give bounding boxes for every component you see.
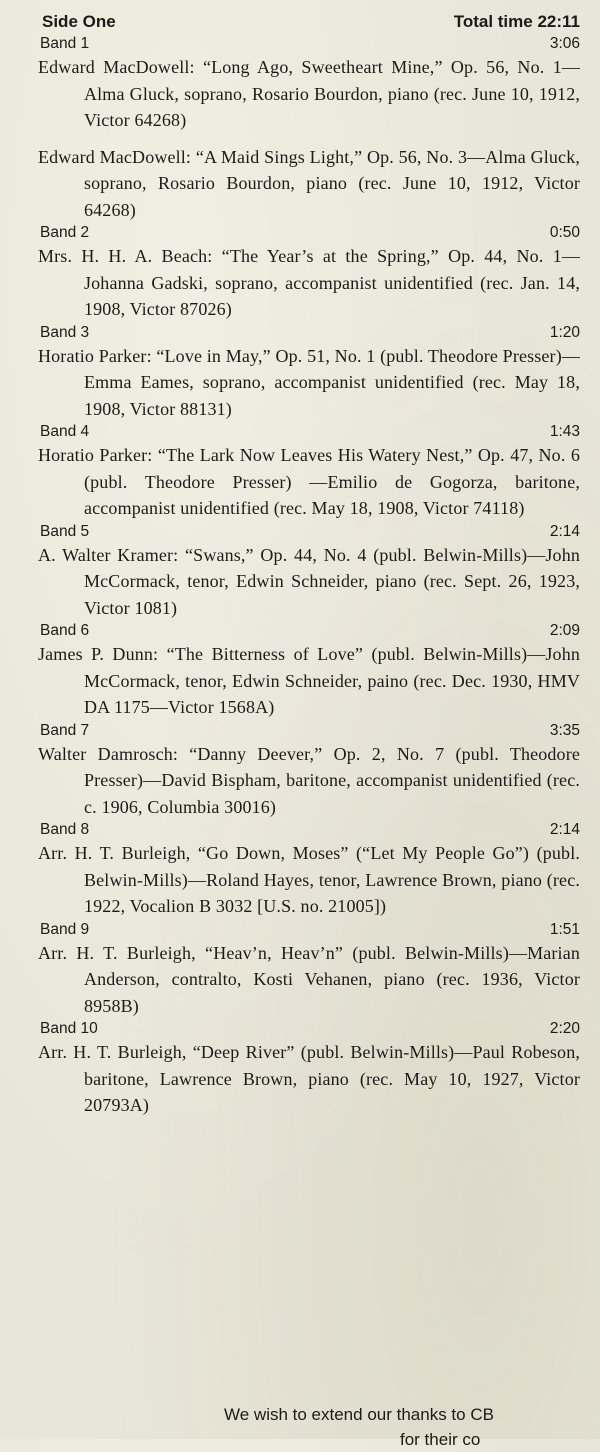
track-listing xyxy=(38,10,580,1119)
thanks-note-continued: for their co xyxy=(400,1430,481,1449)
thanks-note: We wish to extend our thanks to CB xyxy=(224,1405,494,1424)
side-header xyxy=(42,10,580,34)
band-time: 2:14 xyxy=(549,821,580,838)
band-time: 2:09 xyxy=(549,622,580,639)
band-heading xyxy=(40,422,580,442)
band-heading xyxy=(40,522,580,542)
band-label: Band 8 xyxy=(40,821,90,838)
band-time: 2:14 xyxy=(549,522,580,540)
band-label: Band 7 xyxy=(40,721,90,739)
track-entry: Walter Damrosch: “Danny Deever,” Op. 2, No. 7 (publ. Theodore Presser)—David Bispham, baritone, accompanist unidentified (rec. c. 1906, Columbia 30016) xyxy=(38,743,580,817)
band-heading xyxy=(40,323,580,343)
track-entry: Arr. H. T. Burleigh, “Deep River” (publ. Belwin-Mills)—Paul Robeson, baritone, Lawrence Brown, piano (rec. May 10, 1927, Victor 20793A) xyxy=(38,1042,580,1115)
side-title: Side One xyxy=(42,12,116,31)
track-entry: Horatio Parker: “Love in May,” Op. 51, No. 1 (publ. Theodore Presser)—Emma Eames, soprano, accompanist unidentified (rec. May 18, 1908, Victor 88131) xyxy=(38,345,580,419)
band-label: Band 6 xyxy=(40,622,90,639)
band-time: 0:50 xyxy=(549,224,580,241)
band-label: Band 10 xyxy=(40,1020,98,1037)
band-time: 2:20 xyxy=(549,1020,580,1037)
track-entry: Arr. H. T. Burleigh, “Go Down, Moses” (“Let My People Go”) (publ. Belwin-Mills)—Roland Hayes, tenor, Lawrence Brown, piano (rec. 1922, Vocalion B 3032 [U.S. no. 21005]) xyxy=(38,843,580,916)
band-time: 3:35 xyxy=(549,721,580,739)
band-time: 1:20 xyxy=(549,323,580,341)
band-heading xyxy=(40,820,580,840)
total-time: Total time 22:11 xyxy=(453,12,580,31)
band-heading xyxy=(40,1019,580,1039)
band-heading xyxy=(40,621,580,641)
track-entry: Arr. H. T. Burleigh, “Heav’n, Heav’n” (publ. Belwin-Mills)—Marian Anderson, contralto, Kosti Vehanen, piano (rec. 1936, Victor 8958B) xyxy=(38,942,580,1016)
band-time: 1:43 xyxy=(549,423,580,440)
track-entry: Edward MacDowell: “A Maid Sings Light,” Op. 56, No. 3—Alma Gluck, soprano, Rosario Bourdon, piano (rec. June 10, 1912, Victor 64268) xyxy=(38,146,580,220)
band-label: Band 9 xyxy=(40,920,90,938)
track-entry: Edward MacDowell: “Long Ago, Sweetheart Mine,” Op. 56, No. 1—Alma Gluck, soprano, Rosario Bourdon, piano (rec. June 10, 1912, Victor 64268) xyxy=(38,57,580,130)
band-time: 1:51 xyxy=(549,920,580,938)
band-label: Band 3 xyxy=(40,323,90,341)
band-label: Band 1 xyxy=(40,35,90,52)
track-entry: A. Walter Kramer: “Swans,” Op. 44, No. 4 (publ. Belwin-Mills)—John McCormack, tenor, Edwin Schneider, piano (rec. Sept. 26, 1923, Victor 1081) xyxy=(38,544,580,618)
band-time: 3:06 xyxy=(549,35,580,52)
track-entry: Horatio Parker: “The Lark Now Leaves His Watery Nest,” Op. 47, No. 6 (publ. Theodore Presser) —Emilio de Gogorza, baritone, accompanist unidentified (rec. May 18, 1908, Victor 74118) xyxy=(38,445,580,518)
band-label: Band 4 xyxy=(40,423,90,440)
track-entry: James P. Dunn: “The Bitterness of Love” (publ. Belwin-Mills)—John McCormack, tenor, Edwin Schneider, paino (rec. Dec. 1930, HMV DA 1175—Victor 1568A) xyxy=(38,644,580,717)
band-list xyxy=(38,34,580,1119)
band-heading xyxy=(40,34,580,54)
band-heading xyxy=(40,223,580,243)
band-heading xyxy=(40,721,580,741)
band-label: Band 2 xyxy=(40,224,90,241)
band-label: Band 5 xyxy=(40,522,90,540)
track-entry: Mrs. H. H. A. Beach: “The Year’s at the Spring,” Op. 44, No. 1—Johanna Gadski, soprano, accompanist unidentified (rec. Jan. 14, 1908, Victor 87026) xyxy=(38,246,580,319)
band-heading xyxy=(40,920,580,940)
